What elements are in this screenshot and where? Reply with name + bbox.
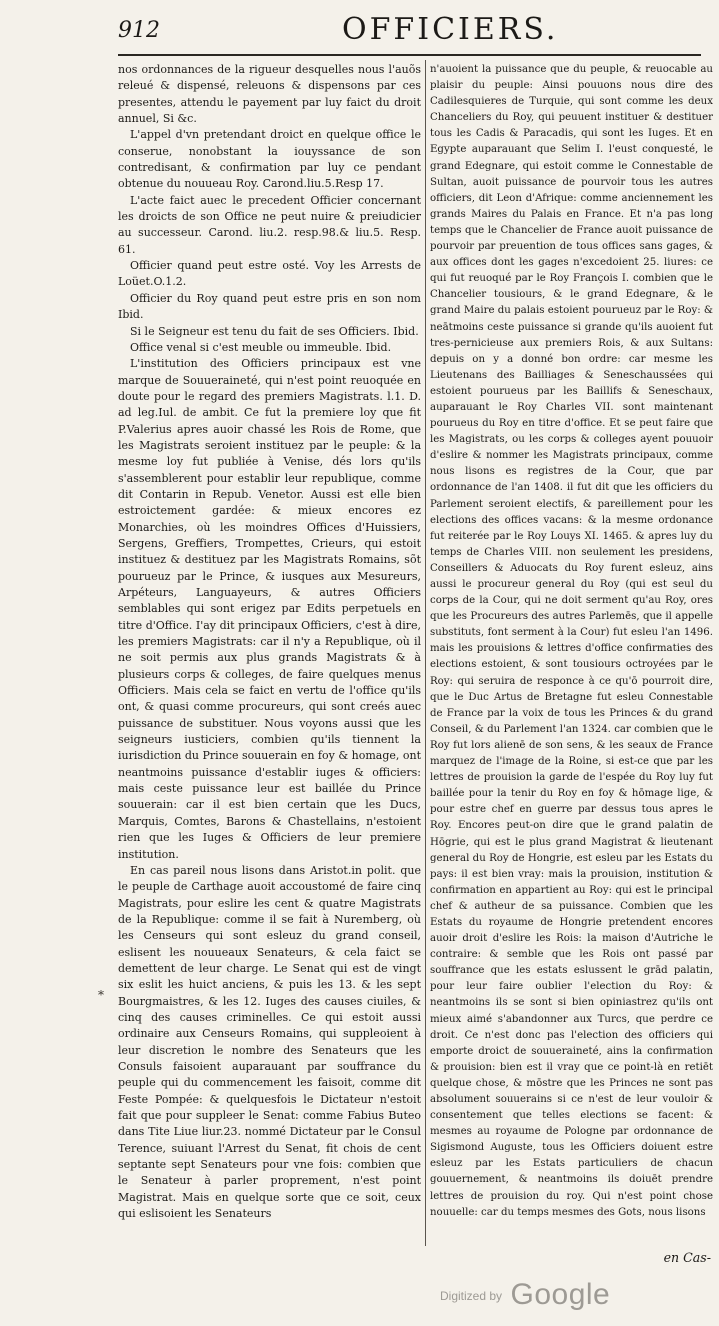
paragraph: L'appel d'vn pretendant droict en quelque office le conserue, nonobstant la iouyssance de son contredisant, & confirmation par luy ce pendant obtenue du nouueau Roy. Carond.liu.5.Resp 17. xyxy=(118,128,421,191)
catchword: en Cas- xyxy=(663,1250,711,1265)
paragraph: n'auoient la puissance que du peuple, & reuocable au plaisir du peuple: Ainsi pouuons nous dire des Cadilesquieres de Turquie, qui sont comme les deux Chanceliers du Roy, qui peuuent instituer & destituer tous les Cadis & Paracadis, qui sont les Iuges. Et en Egypte auparauant que Selim I. l'eust conquesté, le grand Edegnare, qui estoit comme le Connestable de Sultan, auoit puissance de pourvoir tous les autres officiers, dit Leon d'Afrique: comme anciennement les grands Maires du Palais en France. Et n'a pas long temps que le Chancelier de France auoit puissance de pourvoir par preuention de tous offices sans gages, & aux offices dont les gages n'excedoient 25. liures: ce qui fut reuoqué par le Roy François I. combien que le Chancelier tousiours, & le grand Edegnare, & le grand Maire du palais estoient pourueuz par le Roy: & neātmoins ceste puissance si grande qu'ils auoient fut tres-pernicieuse aux premiers Rois, & aux Sultans: depuis on y a donné bon ordre: car mesme les Lieutenans des Bailliages & Seneschaussées qui estoient pourueus par les Baillifs & Seneschaux, auparauant le Roy Charles VII. sont maintenant pourueus du Roy en titre d'office. Et se peut faire que les Magistrats, ou les corps & colleges ayent pouuoir d'eslire & nommer les Magistrats principaux, comme nous lisons es registres de la Cour, que par ordonnance de l'an 1408. il fut dit que les officiers du Parlement seroient electifs, & pareillement pour les elections des offices vacans: & la mesme ordonance fut reiterée par le Roy Louys XI. 1465. & apres luy du temps de Charles VIII. non seulement les presidens, Conseillers & Aduocats du Roy furent esleuz, ains aussi le procureur general du Roy (qui est seul du corps de la Cour, qui ne doit serment qu'au Roy, ores que les Procureurs des autres Parlemēs, que il appelle substituts, font serment à la Cour) fut esleu l'an 1496. mais les prouisions & lettres d'office confirmaties des elections estoient, & sont tousiours octroyées par le Roy: qui seruira de responce à ce qu'ō pourroit dire, que le Duc Artus de Bretagne fut esleu Connestable de France par la voix de tous les Princes & du grand Conseil, & du Parlement l'an 1324. car combien que le Roy fut lors alienē de son sens, & les seaux de France marquez de l'image de la Roine, si est-ce que par les lettres de prouision la garde de l'espée du Roy luy fut baillée pour la tenir du Roy en foy & hōmage lige, & pour estre chef en guerre par dessus tous apres le Roy. Encores peut-on dire que le grand palatin de Hōgrie, qui est le plus grand Magistrat & lieutenant general du Roy de Hongrie, est esleu par les Estats du pays: il est bien vray: mais la prouision, institution & confirmation en appartient au Roy: qui est le principal chef & autheur de sa puissance. Combien que les Estats du royaume de Hongrie pretendent encores auoir droit d'eslire les Rois: la maison d'Autriche le contraire: & semble que les Rois ont passé par souffrance que les estats eslussent le grād palatin, pour leur faire oublier l'election du Roy: & neantmoins ils se sont si bien opiniastrez qu'ils ont mieux aimé s'abandonner aux Turcs, que perdre ce droit. Ce n'est donc pas l'election des officiers qui emporte droict de souueraineté, ains la confirmation & prouision: bien est il vray que ce point-là en retiēt quelque chose, & mōstre que les Princes ne sont pas absolument souuerains si ce n'est de leur vouloir & consentement que telles elections se facent: & mesmes au royaume de Pologne par ordonnance de Sigismond Auguste, tous les Officiers doiuent estre esleuz par les Estats particuliers de chacun gouuernement, & neantmoins ils doiuēt prendre lettres de prouision du roy. Qui n'est point chose nouuelle: car du temps mesmes des Gots, nous lisons xyxy=(430,64,713,1218)
paragraph: Officier quand peut estre osté. Voy les Arrests de Loüet.O.1.2. xyxy=(118,259,421,289)
paragraph: L'acte faict auec le precedent Officier concernant les droicts de son Office ne peut nuire & preiudicier au successeur. Carond. liu.2. resp.98.& liu.5. Resp. 61. xyxy=(118,193,421,256)
paragraph: nos ordonnances de la rigueur desquelles nous l'auõs releué & dispensé, releuons & dispensons par ces presentes, attendu le payement par luy faict du droit annuel, Si &c. xyxy=(118,63,421,126)
page-number: 912 xyxy=(118,18,160,43)
right-column xyxy=(430,62,713,1221)
page-header xyxy=(118,6,701,66)
google-logo: Google xyxy=(510,1278,611,1311)
digitized-watermark xyxy=(440,1278,610,1312)
left-column xyxy=(118,62,421,1222)
paragraph: Office venal si c'est meuble ou immeuble. Ibid. xyxy=(130,340,392,354)
paragraph: Officier du Roy quand peut estre pris en son nom Ibid. xyxy=(118,291,421,322)
running-head: OFFICIERS. xyxy=(342,12,559,47)
column-divider xyxy=(425,60,426,1246)
paragraph: Si le Seigneur est tenu du fait de ses Officiers. Ibid. xyxy=(130,324,419,338)
paragraph: L'institution des Officiers principaux est vne marque de Souueraineté, qui n'est point reuoquée en doute pour le regard des premiers Magistrats. l.1. D. ad leg.Iul. de ambit. Ce fut la premiere loy que fit P.Valerius apres auoir chassé les Rois de Rome, que les Magistrats seroient instituez par le peuple: & la mesme loy fut publiée à Venise, dés lors qu'ils s'assemblerent pour establir leur republique, comme dit Contarin in Repub. Venetor. Aussi est elle bien estroictement gardée: & mieux encores ez Monarchies, où les moindres Offices d'Huissiers, Sergens, Greffiers, Trompettes, Crieurs, qui estoit instituez & destituez par les Magistrats Romains, sõt pourueuz par le Prince, & iusques aux Mesureurs, Arpéteurs, Languayeurs, & autres Officiers semblables qui sont erigez par Edits perpetuels en titre d'Office. I'ay dit principaux Officiers, c'est à dire, les premiers Magistrats: car il n'y a Republique, où il ne soit permis aux plus grands Magistrats & à plusieurs corps & colleges, de faire quelques menus Officiers. Mais cela se faict en vertu de l'office qu'ils ont, & quasi comme procureurs, qui sont creés auec puissance de substituer. Nous voyons aussi que les seigneurs iusticiers, combien qu'ils tiennent la iurisdiction du Prince souuerain en foy & homage, ont neantmoins puissance d'establir iuges & officiers: mais ceste puissance leur est baillée du Prince souuerain: car il est bien certain que les Ducs, Marquis, Comtes, Barons & Chastellains, n'estoient rien que les Iuges & Officiers de leur premiere institution. xyxy=(118,357,421,861)
watermark-prefix: Digitized by xyxy=(440,1289,503,1303)
marginal-mark: * xyxy=(98,988,104,1002)
paragraph: En cas pareil nous lisons dans Aristot.in polit. que le peuple de Carthage auoit accoustomé de faire cinq Magistrats, pour eslire les cent & quatre Magistrats de la Republique: comme il se fait à Nuremberg, où les Censeurs qui sont esleuz du grand conseil, eslisent les nouueaux Senateurs, & cela faict se demettent de leur charge. Le Senat qui est de vingt six eslit les huict anciens, & puis les 13. & les sept Bourgmaistres, & les 12. Iuges des causes ciuiles, & cinq des causes criminelles. Ce qui estoit aussi ordinaire aux Censeurs Romains, qui suppleoient à leur discretion le nombre des Senateurs que les Consuls faisoient auparauant par souffrance du peuple qui du commencement les faisoit, comme dit Feste Pompée: & quelquesfois le Dictateur n'estoit fait que pour suppleer le Senat: comme Fabius Buteo dans Tite Liue liur.23. nommé Dictateur par le Consul Terence, suiuant l'Arrest du Senat, fit chois de cent septante sept Senateurs pour vne fois: combien que le Senateur à parler proprement, n'est point Magistrat. Mais en quelque sorte que ce soit, ceux qui eslisoient les Senateurs xyxy=(118,863,421,1221)
header-rule xyxy=(118,54,701,56)
